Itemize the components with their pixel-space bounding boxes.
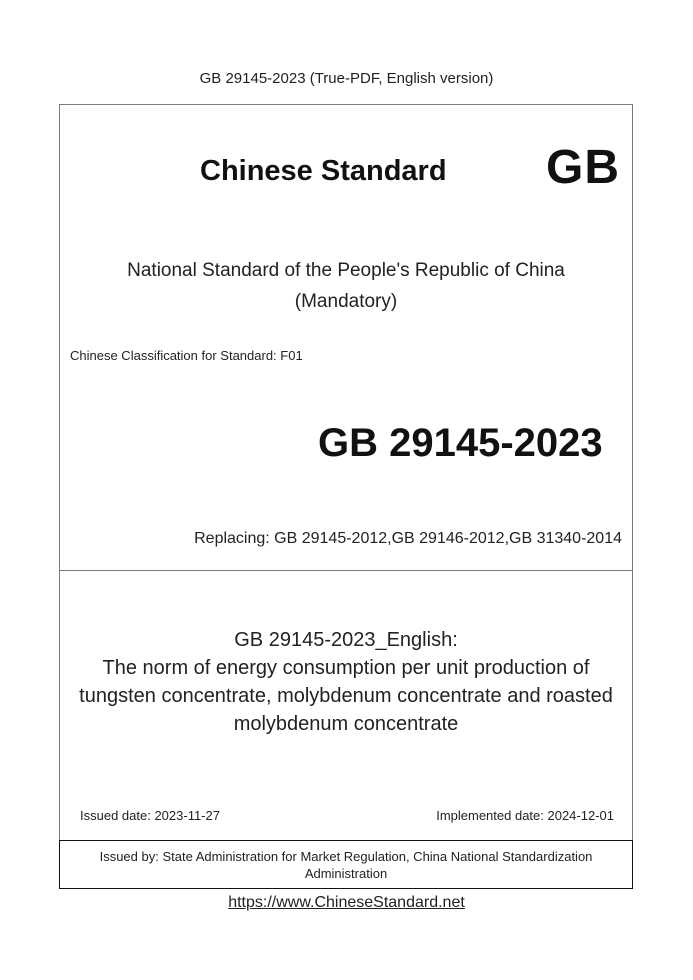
national-standard-text xyxy=(59,255,633,317)
title-line-3: tungsten concentrate, molybdenum concentrate and roasted xyxy=(79,685,613,707)
title-line-1: GB 29145-2023_English: xyxy=(234,629,458,651)
national-line-2: (Mandatory) xyxy=(294,291,398,312)
issued-by-text xyxy=(59,848,633,882)
document-header: GB 29145-2023 (True-PDF, English version) xyxy=(199,70,494,87)
standard-title xyxy=(59,626,633,738)
issued-by-line-1: Issued by: State Administration for Market Regulation, China National Standardization xyxy=(99,849,593,864)
national-line-1: National Standard of the People's Republic of China xyxy=(127,260,565,281)
gb-logo: GB xyxy=(546,141,620,194)
standard-number: GB 29145-2023 xyxy=(318,421,603,465)
implemented-date: Implemented date: 2024-12-01 xyxy=(436,808,614,823)
replacing-text: Replacing: GB 29145-2012,GB 29146-2012,GB 31340-2014 xyxy=(194,530,622,547)
chinese-standard-heading: Chinese Standard xyxy=(200,155,447,187)
website-link[interactable]: https://www.ChineseStandard.net xyxy=(228,894,465,911)
issued-date: Issued date: 2023-11-27 xyxy=(80,808,220,823)
issued-by-line-2: Administration xyxy=(304,866,388,881)
classification-text: Chinese Classification for Standard: F01 xyxy=(70,348,303,363)
title-line-2: The norm of energy consumption per unit production of xyxy=(102,657,590,679)
title-line-4: molybdenum concentrate xyxy=(233,713,459,735)
